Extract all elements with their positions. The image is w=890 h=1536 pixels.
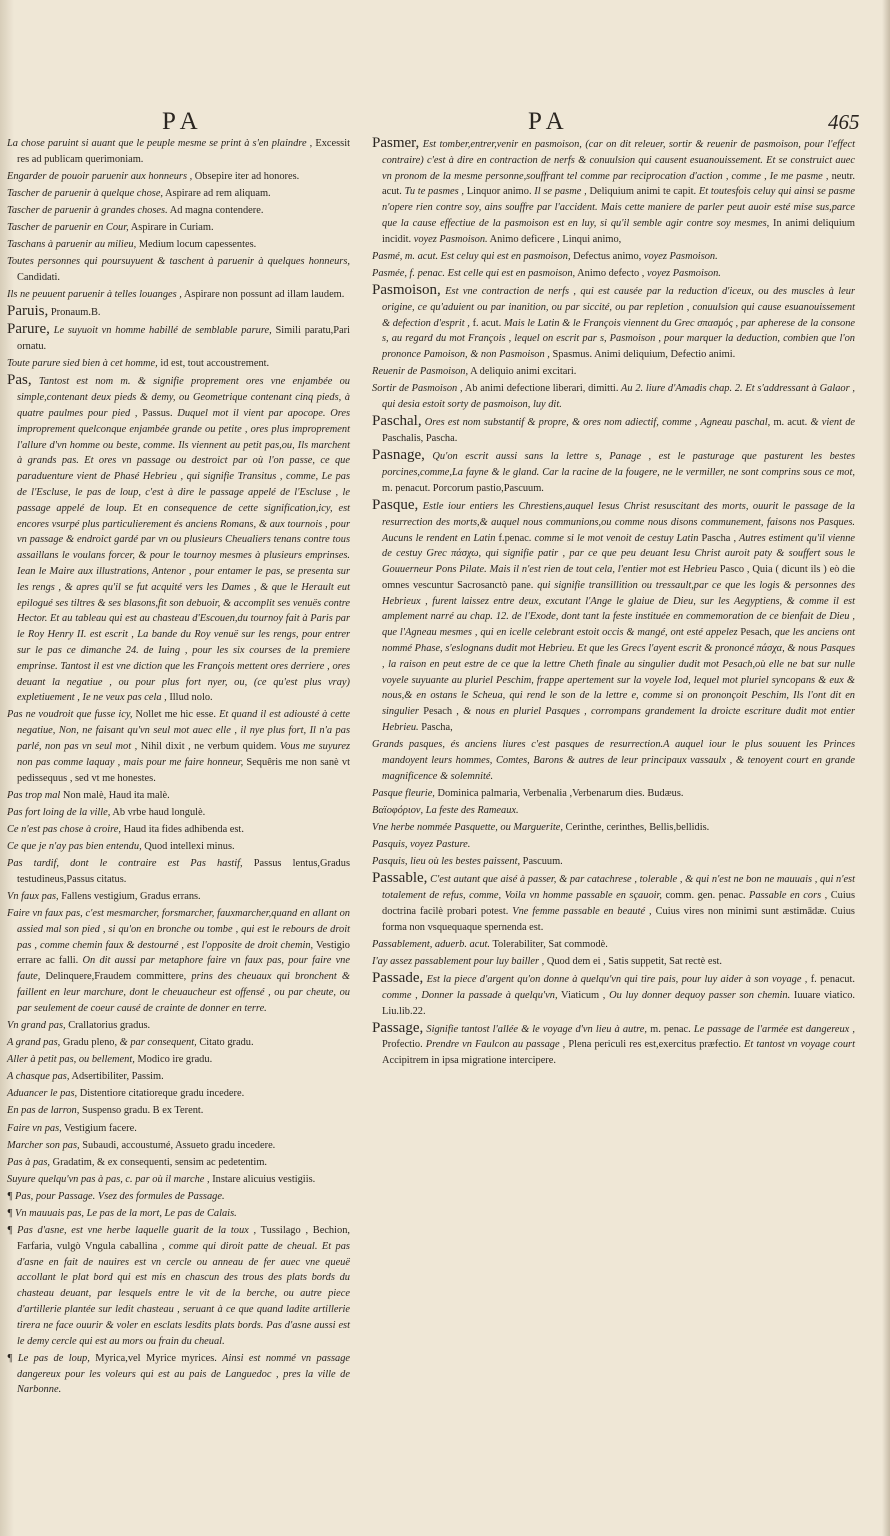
- latin-text: Medium locum capessentes.: [136, 239, 257, 251]
- dictionary-entry: [372, 381, 855, 413]
- dictionary-entry: [7, 287, 350, 303]
- french-text: Tascher de paruenir en Cour,: [7, 222, 129, 234]
- latin-text: m. penacut.: [382, 482, 431, 494]
- dictionary-entry: [372, 414, 855, 447]
- dictionary-entry: [7, 356, 350, 372]
- latin-text: Vestigium facere.: [61, 1122, 137, 1134]
- latin-text: f. acut.: [469, 317, 502, 329]
- headword: Passade,: [372, 969, 424, 986]
- dictionary-entry: [7, 169, 350, 185]
- french-text: Pasmée, f. penac. Est celle qui est en pasmoison,: [372, 267, 576, 279]
- french-text: & nous en pluriel Pasques , corrompans grandement la droicte escriture dudit mot entier Hebrieu.: [382, 706, 855, 734]
- headword: Pasque,: [372, 496, 419, 513]
- headword: Passage,: [372, 1019, 424, 1036]
- latin-text: Ab vrbe haud longulè.: [110, 806, 206, 818]
- french-text: comme qui diroit patte de cheual. Et pas d'asne en fait de nauires est vn cercle ou anneau de fer auec vne queuë accollant le plat bord qui est mis en chascun des trous des plats bords du chasteau deuant, par lesquels entre le vit de la berche, ou autre piece d'artillerie plantée sur ledit chasteau , seruant à ce que quand ladite artillerie tirera ne face ouurir & voler en esclats lesdits plats bords. Pas d'asne aussi est le demy cercle qui est au mors ou frain du cheual.: [17, 1240, 350, 1347]
- french-text: Ou luy donner dequoy passer son chemin.: [605, 989, 791, 1001]
- latin-text: id est, tout accoustrement.: [157, 358, 270, 370]
- latin-text: Non malè, Haud ita malè.: [60, 789, 170, 801]
- latin-text: Nihil dixit , ne verbum quidem.: [137, 741, 277, 753]
- french-text: Βαϊοφόριον, La feste des Rameaux.: [372, 804, 519, 816]
- latin-text: Cuius doctrina facilè probari potest.: [382, 890, 855, 917]
- latin-text: Excessit res ad publicam querimoniam.: [17, 138, 350, 165]
- french-text: Toutes personnes qui poursuyuent & taschent à paruenir à quelques honneurs,: [7, 256, 350, 268]
- latin-text: Pascha.: [423, 433, 458, 445]
- french-text: Pas fort loing de la ville,: [7, 806, 111, 818]
- french-text: Pas à pas,: [7, 1156, 51, 1168]
- latin-text: Aspirare non possunt ad illam laudem.: [181, 289, 345, 301]
- french-text: Le suyuoit vn homme habillé de semblable parure,: [49, 325, 272, 337]
- running-head-right: PA: [528, 108, 570, 135]
- french-text: ¶ Pas, pour Passage. Vsez des formules de Passage.: [7, 1190, 225, 1202]
- page-number: 465: [828, 110, 860, 134]
- headword: Paschal,: [372, 413, 422, 430]
- latin-text: Instare alicuius vestigiis.: [209, 1173, 316, 1185]
- latin-text: Obsepire iter ad honores.: [192, 170, 300, 182]
- french-text: prins des cheuaux qui bronchent & faillent en leur marchure, dont le cheuaucheur est offensé , ou par cheute, ou par seulement de coeur causé de crainte de donner en terre.: [17, 971, 350, 1014]
- french-text: Et quand il est adiousté à cette negatiue, Non, ne faisant qu'vn seul mot auec elle , il nye plus fort, Il n'a pas parlé, non pas vn seul mot ,: [17, 709, 350, 753]
- dictionary-entry: [372, 837, 855, 853]
- dictionary-entry: [372, 136, 855, 248]
- french-text: Pasque fleurie,: [372, 787, 435, 799]
- latin-text: Delinquere,Fraudem committere,: [40, 971, 187, 983]
- french-text: Tantost est nom m. & signifie proprement ores vne enjambée ou simple,contenant deux pieds & demy, ou Geometrique contenant cinq pieds, à quatre paulmes pour pied ,: [17, 376, 350, 420]
- dictionary-entry: [7, 1052, 350, 1068]
- latin-text: Subaudi, accoustumé,: [79, 1139, 174, 1151]
- latin-text: f. penacut.: [807, 973, 855, 985]
- latin-text: Tolerabiliter, Sat commodè.: [490, 938, 608, 950]
- latin-text: Ad magna contendere.: [167, 205, 264, 217]
- french-text: Au 2. liure d'Amadis chap. 2. Et s'addressant à Galaor , qui desia estoit sorty de pasmoison, luy dit.: [382, 383, 856, 411]
- latin-text: Porcorum pastio,Pascuum.: [430, 482, 544, 494]
- latin-text: Accipitrem in ipsa migratione intercipere.: [382, 1055, 556, 1067]
- latin-text: Myrica,vel Myrice myrices.: [89, 1352, 217, 1364]
- french-text: Vne femme passable en beauté ,: [508, 905, 652, 917]
- latin-text: Ab animi defectione liberari, dimitti.: [462, 383, 619, 395]
- dictionary-entry: [7, 1138, 350, 1154]
- french-text: Qu'on escrit aussi sans la lettre s, Panage , est le pasturage que pasturent les bestes porcines,comme,La fayne & le gland. Car la racine de la fougere, ne le vermiller, ne sont comprins sous ce mot,: [382, 451, 855, 479]
- french-text: ¶ Le pas de loup,: [7, 1352, 90, 1364]
- french-text: On dit aussi par metaphore faire vn faux pas, pour faire vne faute,: [17, 955, 350, 983]
- dictionary-entry: [372, 283, 855, 363]
- latin-text: Gradu pleno,: [60, 1037, 118, 1049]
- dictionary-entry: [7, 707, 350, 786]
- french-text: Le passage de l'armée est dangereux ,: [690, 1023, 855, 1035]
- french-text: Duquel mot il vient par apocope. Ores improprement quelconque enjambée grande ou petite , ores plus improprement l'allure d'vn homme ou beste, comme. Ils viennent au petit pas,ou, Ils marchent à grands pas. Et ores vn passage ou destroict par où l'on passe, ce que paraduenture vient de Phasé Hebrieu , qui signifie Transitus , comme, Le pas de l'Escluse, le pas de loup, c'est à dire le passage appelé de l'Escluse , le passage appelé de loup. Et en consequence de cette signification,icy, est encores vsurpé plus particulierement és anciens Romans, & aux tournois , pour vn passage & endroict gardé par vn ou plusieurs Cheualiers tenans contre tous assaillans le voulans forcer, & pour le tournoy mesmes à plusieurs emprinses. Iean le Maire aux illustrations, Antenor , pour entamer le pas, se presenta sur les rengs , & apres qu'il se fut acquité vers les Dames , & que le Herault eut epilogué ses tiltres & ses blasons,fit son debuoir, & accomplit ses venuës contre Hector. Et au tableau qui est au chasteau d'Escouen,du tournoy fait à Paris par le Roy Henry II. est escrit , La bande du Roy venuë sur les rengs, pour entrer sur le pas ce dimanche 24. de Iuing , pour les six courses de la premiere emprinse. Tantost il est vne diction que les François mettent ores derriere , ores deuant la negatiue , ou pour plus fort nyer, ou, (ce qu'est plus vray) expletiuement , Ie ne veux pas cela ,: [17, 408, 351, 704]
- french-text: Et toutesfois celuy qui ainsi se pasme n'opere rien contre soy, ains souffre par l'accident. Mais cette maniere de parler peut auoir esté mise sus,parce que la cause effectiue de la pasmoison est en luy, si qu'il semble agir contre soy mesmes,: [382, 186, 856, 229]
- latin-text: Candidati.: [17, 272, 60, 284]
- dictionary-entry: [7, 856, 350, 888]
- latin-text: Sequêris me non sanè vt pedissequus , sed vt me honestes.: [17, 756, 350, 784]
- french-text: Ainsi est nommé vn passage dangereux pour les voleurs qui est au pais de Languedoc , pres la ville de Narbonne.: [17, 1352, 351, 1396]
- latin-text: f.penac.: [495, 532, 532, 544]
- dictionary-entry: [7, 203, 350, 219]
- french-text: Tascher de paruenir à grandes choses.: [7, 205, 168, 217]
- french-text: comme si le mot venoit de cestuy Latin: [531, 532, 699, 544]
- latin-text: Assueto gradu incedere.: [173, 1139, 276, 1151]
- latin-text: Passus.: [137, 408, 173, 420]
- french-text: voyez Pasmoison.: [641, 250, 718, 262]
- dictionary-entry: [7, 1155, 350, 1171]
- latin-text: Plena periculi res est,exercitus præfectio.: [565, 1039, 741, 1051]
- french-text: voyez Pasmoison.: [644, 267, 721, 279]
- french-text: Passablement, aduerb. acut.: [372, 938, 491, 950]
- latin-text: Crallatorius gradus.: [65, 1019, 151, 1031]
- french-text: & vient de: [807, 417, 855, 429]
- latin-text: m. penac.: [646, 1023, 691, 1035]
- latin-text: Pascuum.: [520, 856, 563, 868]
- latin-text: Gradatim, & ex consequenti, sensim ac pedetentim.: [50, 1156, 268, 1168]
- dictionary-entry: [7, 304, 350, 321]
- latin-text: Suspenso gradu. B ex Terent.: [79, 1105, 204, 1117]
- french-text: Est tomber,entrer,venir en pasmoison, (car on dit releuer, sortir & reuenir de pasmoison, pour l'effect contraire) c'est à dire en contraction de nerfs & conuulsion qui causent esuanouissement. Et se construict auec vn pronom de la mesme personne,souffrant tel comme par reciprocation d'action , comme , Ie me pasme ,: [382, 139, 855, 182]
- french-text: Autres estiment qu'il vienne de cestuy Grec πάσχω, qui signifie patir , par ce que peu deuant Iesu Christ auroit paty & souffert sous le Gouuerneur Pons Pilate. Mais il n'est rien de tout cela, l'entier mot est Hebrieu: [382, 532, 855, 576]
- french-text: Prendre vn Faulcon au passage ,: [422, 1039, 566, 1051]
- latin-text: Simili paratu,Pari ornatu.: [17, 325, 350, 353]
- latin-text: Aspirare in Curiam.: [128, 222, 214, 234]
- right-column: [372, 136, 855, 1070]
- dictionary-entry: [7, 1172, 350, 1188]
- french-text: En pas de larron,: [7, 1105, 80, 1117]
- french-text: Et tantost vn voyage court: [740, 1039, 855, 1051]
- french-text: Pasquis, lieu où les bestes paissent,: [372, 856, 521, 868]
- latin-text: Pronaum.B.: [48, 307, 101, 319]
- french-text: Sortir de Pasmoison ,: [372, 383, 463, 395]
- dictionary-entry: [372, 266, 855, 282]
- french-text: Vne herbe nommée Pasquette, ou Marguerite,: [372, 822, 563, 834]
- french-text: Faire vn faux pas, c'est mesmarcher, forsmarcher, fauxmarcher,quand en allant on assied mal son pied , si qu'on en bronche ou tombe , qui est le rebours de droit pas , comme chemin faux & destourné , est l'opposite de droit chemin,: [7, 908, 350, 951]
- french-text: A chasque pas,: [7, 1071, 70, 1083]
- latin-text: Vestigio errare ac falli.: [17, 939, 350, 967]
- french-text: Vn grand pas,: [7, 1019, 66, 1031]
- latin-text: Animi deliquium, Defectio animi.: [592, 349, 736, 361]
- french-text: comme , Donner la passade à quelqu'vn,: [382, 989, 558, 1001]
- headword: Pasmoison,: [372, 282, 441, 299]
- latin-text: Pesach ,: [418, 706, 459, 718]
- dictionary-entry: [7, 839, 350, 855]
- french-text: voyez Pasmoison.: [411, 233, 488, 245]
- french-text: & par consequent,: [117, 1037, 197, 1049]
- latin-text: Fallens vestigium, Gradus errans.: [58, 891, 201, 902]
- dictionary-entry: [372, 820, 855, 836]
- latin-text: Nollet me hic esse.: [132, 709, 216, 721]
- french-text: Signifie tantost l'allée & le voyage d'vn lieu à autre,: [423, 1023, 647, 1035]
- latin-text: Distentiore citatioreque gradu incedere.: [77, 1088, 245, 1100]
- french-text: Il se pasme ,: [531, 186, 587, 198]
- latin-text: Illud nolo.: [166, 692, 213, 704]
- french-text: Ce que je n'ay pas bien entendu,: [7, 841, 142, 853]
- dictionary-entry: [7, 1189, 350, 1205]
- running-head-left: PA: [162, 108, 204, 135]
- french-text: Reuenir de Pasmoison,: [372, 366, 469, 378]
- french-text: Toute parure sied bien à cet homme,: [7, 358, 158, 370]
- dictionary-entry: [7, 1206, 350, 1222]
- latin-text: Cuius vires non minimi sunt æstimādæ.: [651, 905, 827, 917]
- headword: Pas,: [7, 372, 32, 389]
- latin-text: Viaticum ,: [557, 989, 606, 1001]
- dictionary-entry: [7, 889, 350, 905]
- dictionary-entry: [372, 364, 855, 380]
- latin-text: Quod dem ei , Satis suppetit, Sat rectè est.: [544, 955, 722, 967]
- french-text: Engarder de pouoir paruenir aux honneurs ,: [7, 170, 193, 182]
- latin-text: Spasmus.: [549, 349, 593, 361]
- headword: Parure,: [7, 321, 50, 338]
- latin-text: Aspirare ad rem aliquam.: [163, 187, 271, 199]
- dictionary-entry: [7, 1351, 350, 1398]
- latin-text: Modico ire gradu.: [134, 1054, 213, 1066]
- latin-text: Dominica palmaria, Verbenalia ,Verbenarum dies. Budæus.: [434, 787, 684, 799]
- dictionary-entry: [372, 854, 855, 870]
- latin-text: Linquor animo.: [464, 186, 532, 198]
- latin-text: Iuuare viatico. Liu.lib.22.: [382, 989, 855, 1017]
- french-text: Pas tardif, dont le contraire est Pas hastif,: [7, 858, 243, 870]
- french-text: Taschans à paruenir au milieu,: [7, 239, 137, 251]
- dictionary-entry: [7, 373, 350, 706]
- dictionary-entry: [372, 786, 855, 802]
- french-text: Aller à petit pas, ou bellement,: [7, 1054, 135, 1066]
- latin-text: Deliquium animi te capit.: [586, 186, 697, 198]
- french-text: Mais le Latin & le François viennent du Grec σπασμός , par apherese de la consone s, au regard du mot François , lequel on escrit par s, Pasmoison , pour marquer la deduction, combien que l'on prononce Pamoison, & non Pasmoison ,: [382, 317, 856, 361]
- dictionary-entry: [7, 1223, 350, 1349]
- latin-text: Animo defecto ,: [575, 267, 645, 279]
- headword: Pasmer,: [372, 135, 420, 151]
- dictionary-entry: [7, 1103, 350, 1119]
- french-text: Pasmé, m. acut. Est celuy qui est en pasmoison,: [372, 250, 571, 262]
- dictionary-entry: [7, 1018, 350, 1034]
- french-text: A grand pas,: [7, 1037, 61, 1049]
- latin-text: Quod intellexi minus.: [141, 841, 235, 853]
- french-text: Ce n'est pas chose à croire,: [7, 823, 121, 835]
- dictionary-entry: [7, 220, 350, 236]
- french-text: I'ay assez passablement pour luy bailler ,: [372, 955, 545, 967]
- latin-text: Pascha,: [418, 722, 453, 734]
- latin-text: Cuius forma non vsquequaque spernenda est.: [382, 905, 855, 933]
- dictionary-entry: [372, 249, 855, 265]
- french-text: Pasquis, voyez Pasture.: [372, 839, 471, 851]
- french-text: Ils ne peuuent paruenir à telles louanges ,: [7, 289, 182, 301]
- latin-text: Passus lentus,Gradus testudineus,Passus citatus.: [17, 858, 350, 885]
- latin-text: Pasco , Quia ( dicunt ils ) eò die omnes vescuntur Sacrosanctò pane.: [382, 564, 855, 591]
- dictionary-entry: [372, 871, 855, 935]
- latin-text: neutr. acut.: [382, 170, 855, 198]
- headword: Paruis,: [7, 303, 49, 320]
- dictionary-entry: [372, 937, 855, 953]
- french-text: que les anciens ont nommé Phase, s'eslognans dudit mot Hebrieu. Et que les Grecs l'ayent escrit & prononcé πάσχα, & nous Pasques , la raison en peut estre de ce que la lettre Cheth finale au singulier dudit mot Pesach,où elle ne bat sur nulle voyele suyuante au pluriel Peschim, frappe apertement sur la voyele Iod, lequel mot pluriel syncopans & eux & nous,& en ostans le Scheua, qui rend le son de la lettre e, comme si on prononçoit Peschim, Ils l'ont dit en singulier: [382, 627, 856, 718]
- latin-text: Citato gradu.: [196, 1037, 254, 1049]
- dictionary-entry: [7, 788, 350, 804]
- latin-text: Adsertibiliter, Passim.: [69, 1071, 164, 1083]
- latin-text: In animi deliquium incidit.: [382, 217, 856, 245]
- dictionary-entry: [372, 1021, 855, 1069]
- latin-text: Pascha ,: [698, 532, 737, 544]
- latin-text: Tussilago , Bechion, Farfaria, vulgò Vngula caballina ,: [17, 1225, 351, 1252]
- dictionary-entry: [372, 448, 855, 496]
- french-text: Pas ne voudroit que fusse icy,: [7, 709, 133, 721]
- french-text: ¶ Vn mauuais pas, Le pas de la mort, Le pas de Calais.: [7, 1208, 237, 1219]
- french-text: Est vne contraction de nerfs , qui est causée par la reduction d'iceux, ou des muscles à leur origine, ce qu'aduient ou par inanition, ou par siccité, ou par repletion , conuulsion qui cause esuanouissement & defection d'esprit ,: [382, 286, 855, 329]
- latin-text: Animo deficere , Linqui animo,: [487, 233, 622, 245]
- french-text: Suyure quelqu'vn pas à pas, c. par où il marche ,: [7, 1173, 210, 1185]
- dictionary-entry: [372, 803, 855, 819]
- dictionary-entry: [7, 1121, 350, 1137]
- latin-text: Pesach,: [737, 627, 772, 639]
- latin-text: Paschalis,: [382, 433, 424, 445]
- french-text: Pas trop mal: [7, 789, 61, 801]
- french-text: Faire vn pas,: [7, 1122, 62, 1134]
- dictionary-entry: [372, 737, 855, 784]
- dictionary-entry: [7, 906, 350, 1017]
- french-text: Tascher de paruenir à quelque chose,: [7, 187, 164, 199]
- french-text: Vous me suyurez non pas comme laquay , mais pour me faire honneur,: [17, 741, 350, 768]
- latin-text: A deliquio animi excitari.: [468, 366, 577, 378]
- french-text: Estle iour entiers les Chrestiens,auquel Iesus Christ resuscitant des morts, ouurit le passage de la resurrection des morts,& auquel nous communions,ou comme nous disons communement, faisons nos Pasques. Aucuns le rendent en Latin: [382, 500, 855, 544]
- french-text: La chose paruint si auant que le peuple mesme se print à s'en plaindre ,: [7, 138, 313, 149]
- french-text: C'est autant que aisé à passer, & par catachrese , tolerable , & qui n'est ne bon ne mauuais , qui n'est totalement de refus, comme, Voila vn homme passable en sçauoir,: [382, 874, 855, 902]
- latin-text: comm. gen. penac.: [662, 890, 746, 902]
- dictionary-entry: [7, 322, 350, 355]
- french-text: Grands pasques, és anciens liures c'est pasques de resurrection.A auquel iour le plus souuent les Princes mandoyent leurs hommes, Comtes, Barons & autres de leur principaux vassaulx , & tenoyent court en grande magnificence & solemnité.: [372, 739, 855, 782]
- headword: Passable,: [372, 870, 428, 887]
- dictionary-entry: [7, 822, 350, 838]
- dictionary-entry: [372, 498, 855, 736]
- dictionary-entry: [7, 186, 350, 202]
- french-text: Passable en cors ,: [745, 890, 828, 902]
- left-column: [7, 136, 350, 1399]
- dictionary-entry: [7, 254, 350, 286]
- page-edge: [882, 0, 890, 1536]
- french-text: Aduancer le pas,: [7, 1088, 78, 1100]
- dictionary-entry: [7, 1035, 350, 1051]
- french-text: Marcher son pas,: [7, 1139, 80, 1151]
- dictionary-entry: [7, 136, 350, 168]
- dictionary-entry: [372, 971, 855, 1019]
- dictionary-entry: [372, 954, 855, 970]
- latin-text: Profectio.: [382, 1039, 423, 1051]
- dictionary-entry: [7, 1069, 350, 1085]
- latin-text: Defectus animo,: [570, 250, 642, 262]
- french-text: Vn faux pas,: [7, 891, 59, 902]
- french-text: Tu te pasmes ,: [401, 186, 464, 198]
- french-text: Ores est nom substantif & propre, & ores nom adiectif, comme , Agneau paschal,: [421, 417, 771, 429]
- french-text: qui signifie transillition ou tressault,par ce que les logis & personnes des Hebrieux , furent laissez entre deux, excutant l'Ange le glaiue de Dieu, sur les Aegyptiens, & comme il est amplement narré au chap. 12. de l'Exode, dont tant la feste instituée en commemoration de ce bienfait de Dieu , que l'Agneau mesmes , qui en icelle celebrant estoit occis & mangé, ont esté appelez: [382, 579, 855, 639]
- dictionary-entry: [7, 805, 350, 821]
- french-text: ¶ Pas d'asne, est vne herbe laquelle guarit de la toux ,: [7, 1225, 257, 1237]
- dictionary-entry: [7, 1086, 350, 1102]
- french-text: Est la piece d'argent qu'on donne à quelqu'vn qui tire pais, pour luy aider à son voyage ,: [423, 973, 808, 985]
- latin-text: m. acut.: [770, 417, 808, 429]
- latin-text: Haud ita fides adhibenda est.: [121, 823, 244, 835]
- dictionary-entry: [7, 237, 350, 253]
- headword: Pasnage,: [372, 447, 425, 464]
- latin-text: Cerinthe, cerinthes, Bellis,bellidis.: [562, 822, 710, 834]
